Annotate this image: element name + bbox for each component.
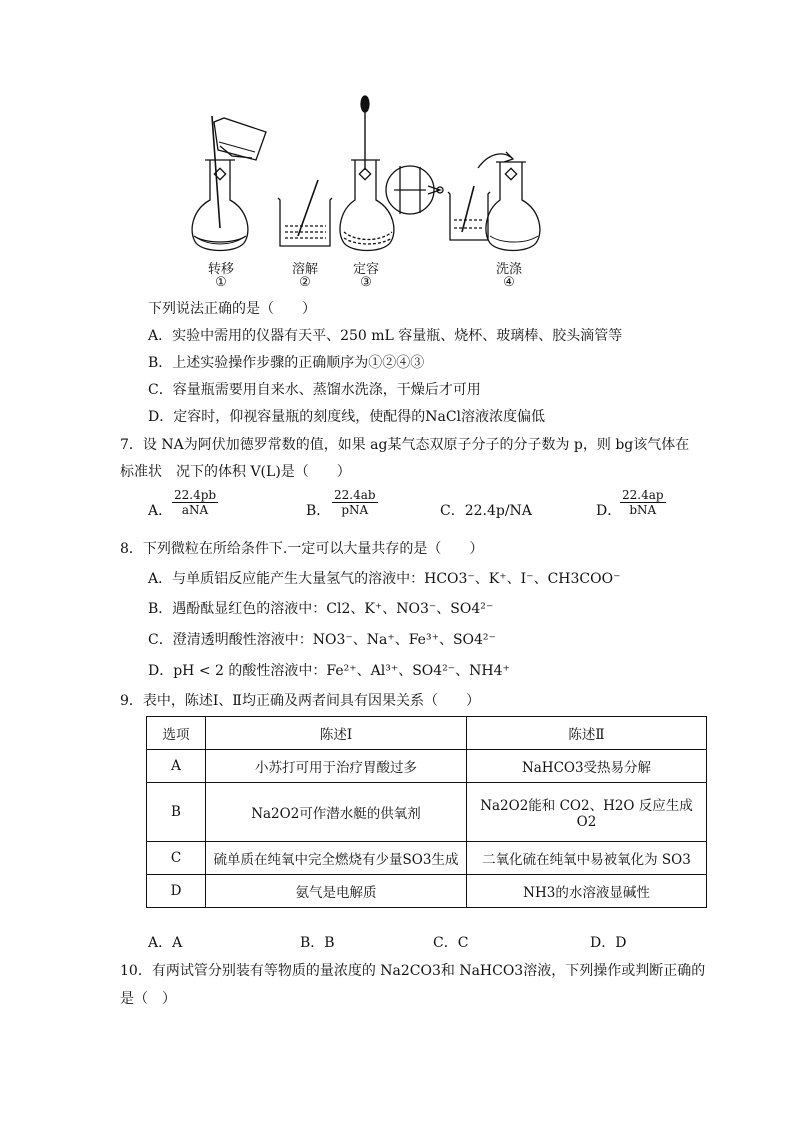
q6-option-d: D．定容时，仰视容量瓶的刻度线，使配得的NaCl溶液浓度偏低 [148,409,546,425]
q7-d-numerator: 22.4ap [622,488,664,502]
q6-option-b: B．上述实验操作步骤的正确顺序为①②④③ [148,355,425,371]
q10-line2: 是（ ） [120,991,176,1007]
q7-option-b-fraction [332,488,378,517]
step-label-dissolve: 溶解 [291,262,318,277]
q9-stem: 9．表中，陈述Ⅰ、Ⅱ均正确及两者间具有因果关系（ ） [120,693,480,709]
q9-answer-c: C．C [433,935,469,951]
apparatus-figure [0,0,794,300]
q7-option-a-label: A． [148,503,173,519]
wash-apparatus [448,152,540,251]
q8-stem: 8．下列微粒在所给条件下.一定可以大量共存的是（ ） [120,541,484,557]
q7-b-numerator: 22.4ab [334,488,376,502]
header-option: 选项 [147,717,206,750]
q6-stem: 下列说法正确的是（ ） [148,301,316,317]
q9-answer-a: A．A [148,935,183,951]
row-option: A [147,750,206,783]
transfer-flask [192,116,266,251]
step-label-volume: 定容 [352,262,379,277]
row-statement-1: 硫单质在纯氧中完全燃烧有少量SO3生成 [206,841,467,874]
magnifier [386,166,443,214]
q8-option-d: D．pH < 2 的酸性溶液中：Fe²⁺、Al³⁺、SO4²⁻、NH4⁺ [148,663,510,679]
step-label-transfer: 转移 [207,262,234,277]
header-statement-2: 陈述Ⅱ [467,717,707,750]
row-statement-1: Na2O2可作潜水艇的供氧剂 [206,783,467,841]
q7-a-numerator: 22.4pb [174,488,217,502]
row-option: C [147,841,206,874]
table-row [147,783,707,841]
q9-answer-d: D．D [590,935,627,951]
row-option: D [147,874,206,907]
q7-b-denominator: pNA [341,503,369,517]
q6-option-c: C．容量瓶需要用自来水、蒸馏水洗涤，干燥后才可用 [148,382,481,398]
step-num-4: ④ [503,275,515,290]
q7-option-c: C．22.4p/NA [440,503,532,519]
q10-line1: 10．有两试管分别装有等物质的量浓度的 Na2CO3和 NaHCO3溶液，下列操作或判断正确的 [120,963,706,979]
step-num-2: ② [299,275,311,290]
q7-option-d-label: D． [596,503,622,519]
row-statement-1: 小苏打可用于治疗胃酸过多 [206,750,467,783]
q7-a-denominator: aNA [181,503,209,517]
row-statement-2: 二氧化硫在纯氧中易被氧化为 SO3 [467,841,707,874]
q7-option-d-fraction [620,488,666,517]
table-row [147,750,707,783]
q8-option-a: A．与单质铝反应能产生大量氢气的溶液中：HCO3⁻、K⁺、I⁻、CH3COO⁻ [148,571,621,587]
row-statement-2: Na2O2能和 CO2、H2O 反应生成 O2 [467,783,707,841]
q7-d-denominator: bNA [629,503,657,517]
q9-answer-b: B．B [300,935,335,951]
header-statement-1: 陈述Ⅰ [206,717,467,750]
volume-flask [340,96,394,251]
q7-option-a-fraction [172,488,218,517]
step-num-1: ① [215,275,227,290]
q8-option-c: C．澄清透明酸性溶液中：NO3⁻、Na⁺、Fe³⁺、SO4²⁻ [148,632,496,648]
row-statement-2: NH3的水溶液显碱性 [467,874,707,907]
table-row [147,841,707,874]
row-statement-2: NaHCO3受热易分解 [467,750,707,783]
table-header-row [147,717,707,750]
step-num-3: ③ [360,275,372,290]
row-statement-1: 氨气是电解质 [206,874,467,907]
step-label-wash: 洗涤 [495,262,522,277]
table-row [147,874,707,907]
row-option: B [147,783,206,841]
q7-line2: 标准状 况下的体积 V(L)是（ ） [120,464,351,480]
q6-option-a: A．实验中需用的仪器有天平、250 mL 容量瓶、烧杯、玻璃棒、胶头滴管等 [148,328,623,344]
q7-option-b-label: B． [306,503,331,519]
q8-option-b: B．遇酚酞显红色的溶液中：Cl2、K⁺、NO3⁻、SO4²⁻ [148,601,494,617]
q7-line1: 7．设 NA为阿伏加德罗常数的值，如果 ag某气态双原子分子的分子数为 p，则 bg该气体在 [120,437,690,453]
dissolve-beaker [278,180,332,246]
q9-table [146,716,707,908]
